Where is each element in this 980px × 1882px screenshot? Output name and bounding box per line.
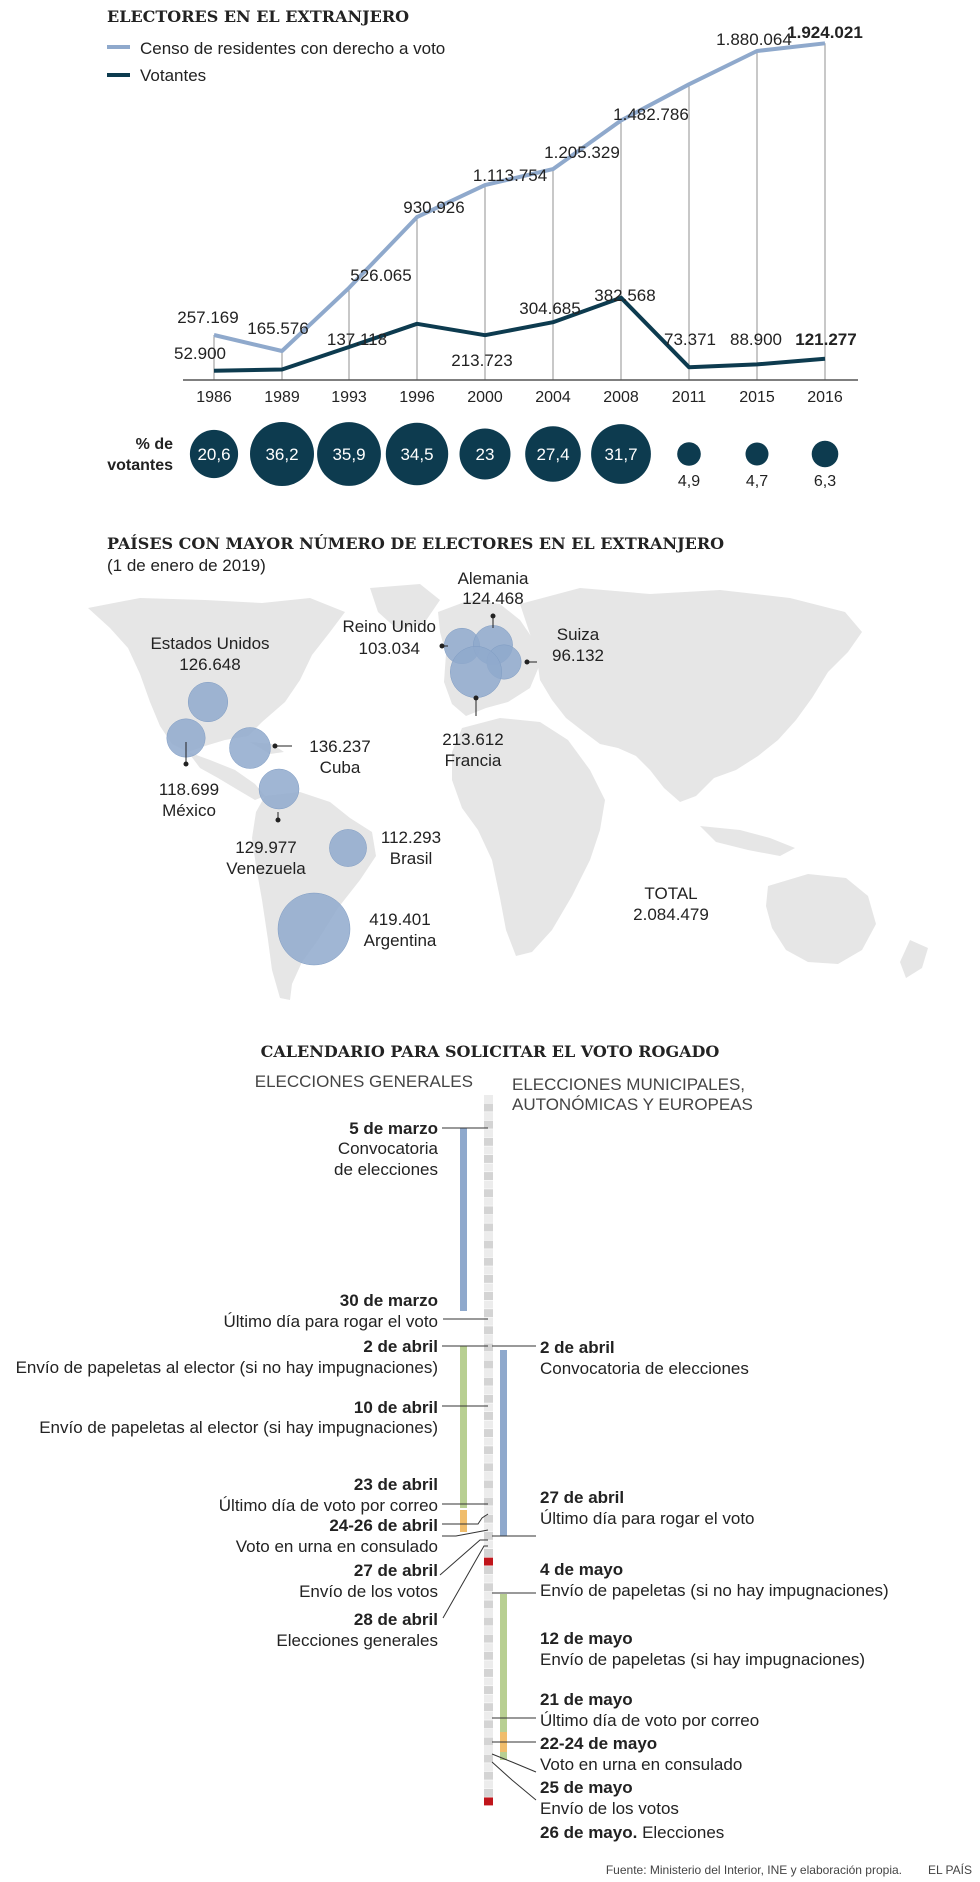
map-country-value: 96.132 — [552, 646, 604, 665]
calendar-day-cell — [484, 1112, 493, 1120]
calendar-day-cell — [484, 1463, 493, 1471]
calendar-day-cell — [484, 1121, 493, 1129]
turnout-value-label: 4,7 — [745, 473, 769, 490]
legend-label-censo: Censo de residentes con derecho a voto — [140, 39, 446, 58]
line-chart-title: ELECTORES EN EL EXTRANJERO — [107, 7, 410, 26]
turnout-value-label: 36,2 — [265, 445, 299, 464]
calendar-day-cell — [484, 1412, 493, 1420]
map-country-value: Argentina — [363, 931, 437, 950]
bar-left-consulate-vote — [460, 1510, 467, 1532]
bar-right-request-period — [500, 1350, 507, 1536]
calendar-day-cell — [484, 1609, 493, 1617]
turnout-value-label: 6,3 — [813, 473, 837, 490]
map-country-value: Francia — [444, 751, 502, 770]
year-tick-label: 2011 — [671, 389, 707, 406]
year-tick-label: 1993 — [331, 389, 367, 406]
calendar-day-cell — [484, 1378, 493, 1386]
calendar-day-cell — [484, 1326, 493, 1334]
left-event-date: 30 de marzo — [339, 1291, 438, 1310]
right-event-text: Voto en urna en consulado — [540, 1755, 743, 1774]
calendar-day-cell — [484, 1729, 493, 1737]
map-subtitle: (1 de enero de 2019) — [107, 556, 266, 575]
year-tick-label: 2000 — [467, 389, 503, 406]
line-chart — [107, 7, 863, 406]
year-tick-label: 2015 — [739, 389, 775, 406]
calendar-day-strip — [484, 1095, 493, 1805]
year-tick-label: 2008 — [603, 389, 639, 406]
calendar-day-cell — [484, 1343, 493, 1351]
turnout-value-label: 23 — [475, 445, 495, 464]
left-event-date: 27 de abril — [353, 1561, 438, 1580]
calendar-day-cell — [484, 1635, 493, 1643]
calendar-day-cell — [484, 1266, 493, 1274]
calendar-day-cell — [484, 1275, 493, 1283]
censo-value-label: 1.113.754 — [472, 166, 548, 185]
calendar-day-cell — [484, 1763, 493, 1771]
calendar-day-cell — [484, 1472, 493, 1480]
left-event-text: Último día de voto por correo — [218, 1496, 438, 1515]
bar-left-request-period — [460, 1128, 467, 1311]
right-event-text: Envío de papeletas (si hay impugnaciones) — [540, 1650, 866, 1669]
right-event-date: 25 de mayo — [540, 1778, 633, 1797]
calendar-day-cell — [484, 1737, 493, 1745]
calendar-section — [16, 1042, 889, 1842]
map-country-label: 213.612 — [442, 730, 504, 749]
map-country-value: Venezuela — [226, 859, 306, 878]
calendar-day-cell — [484, 1249, 493, 1257]
calendar-day-cell — [484, 1198, 493, 1206]
calendar-day-cell — [484, 1232, 493, 1240]
calendar-day-cell — [484, 1652, 493, 1660]
calendar-day-cell — [484, 1489, 493, 1497]
map-bubble — [230, 728, 271, 769]
left-event-text: Convocatoria — [337, 1139, 438, 1158]
left-event-date: 28 de abril — [353, 1610, 438, 1629]
calendar-day-cell — [484, 1283, 493, 1291]
right-event-text: Envío de papeletas (si no hay impugnaciones) — [540, 1581, 889, 1600]
north-america-shape — [88, 598, 345, 752]
votantes-value-label: 52.900 — [174, 344, 226, 363]
map-country-label: Suiza — [556, 625, 600, 644]
calendar-day-cell — [484, 1720, 493, 1728]
map-country-label: Alemania — [457, 569, 529, 588]
left-event-date: 10 de abril — [353, 1398, 438, 1417]
votantes-value-label: 121.277 — [795, 330, 857, 349]
calendar-right-header-2: AUTONÓMICAS Y EUROPEAS — [512, 1095, 753, 1114]
turnout-bubbles — [107, 422, 838, 490]
calendar-day-cell — [484, 1455, 493, 1463]
left-event-text: Envío de papeletas al elector (si hay impugnaciones) — [39, 1418, 438, 1437]
calendar-day-cell — [484, 1600, 493, 1608]
map-country-label: Reino Unido — [342, 617, 436, 636]
map-bubble — [188, 682, 228, 722]
map-bubble — [450, 646, 501, 697]
connector-26-mayo — [492, 1762, 536, 1800]
map-country-value: México — [162, 801, 216, 820]
australia-shape — [766, 874, 876, 964]
legend-label-votantes: Votantes — [140, 66, 207, 85]
turnout-value-label: 34,5 — [400, 445, 434, 464]
map-country-value: Brasil — [389, 849, 433, 868]
calendar-left-labels — [16, 1119, 439, 1650]
right-event-text: Último día para rogar el voto — [540, 1509, 755, 1528]
map-title: PAÍSES CON MAYOR NÚMERO DE ELECTORES EN EL EXTRANJERO — [107, 534, 725, 553]
calendar-day-cell — [484, 1215, 493, 1223]
calendar-day-cell — [484, 1206, 493, 1214]
turnout-bubble — [812, 441, 839, 468]
year-tick-label: 2004 — [535, 389, 571, 406]
calendar-day-cell — [484, 1403, 493, 1411]
calendar-day-cell — [484, 1789, 493, 1797]
connector-25-mayo — [492, 1754, 536, 1772]
right-event-date: 21 de mayo — [540, 1690, 633, 1709]
left-event-text: de elecciones — [334, 1160, 438, 1179]
calendar-day-cell — [484, 1626, 493, 1634]
world-map-section — [88, 533, 928, 1000]
bar-left-ballot-period — [460, 1346, 467, 1508]
line-value-labels — [174, 23, 863, 370]
map-country-value: 103.034 — [358, 639, 420, 658]
left-event-date: 23 de abril — [353, 1475, 438, 1494]
left-event-text: Voto en urna en consulado — [235, 1537, 438, 1556]
map-country-value: 126.648 — [179, 655, 241, 674]
map-total-value: 2.084.479 — [633, 905, 709, 924]
map-country-value: 124.468 — [462, 589, 524, 608]
calendar-day-cell — [484, 1532, 493, 1540]
calendar-day-cell — [484, 1146, 493, 1154]
calendar-day-cell — [484, 1181, 493, 1189]
map-country-label: 118.699 — [158, 780, 220, 799]
left-event-text: Último día para rogar el voto — [223, 1312, 438, 1331]
map-country-label: 419.401 — [369, 910, 431, 929]
calendar-day-cell — [484, 1138, 493, 1146]
censo-value-label: 1.924.021 — [787, 23, 863, 42]
calendar-day-cell — [484, 1335, 493, 1343]
map-country-label: 136.237 — [309, 737, 371, 756]
calendar-day-cell — [484, 1695, 493, 1703]
right-event-date: 4 de mayo — [540, 1560, 624, 1579]
right-event-final — [540, 1823, 724, 1842]
map-leader-dot — [273, 744, 278, 749]
calendar-day-cell — [484, 1395, 493, 1403]
calendar-day-cell — [484, 1301, 493, 1309]
calendar-day-cell — [484, 1669, 493, 1677]
calendar-day-cell — [484, 1506, 493, 1514]
map-leader-dot — [276, 818, 281, 823]
year-tick-label: 1986 — [196, 389, 232, 406]
map-leader-dot — [491, 614, 496, 619]
censo-value-label: 1.482.786 — [613, 105, 689, 124]
calendar-day-cell — [484, 1386, 493, 1394]
map-bubble — [329, 829, 366, 866]
map-country-label: 129.977 — [235, 838, 297, 857]
map-country-value: Cuba — [319, 758, 361, 777]
calendar-day-cell — [484, 1095, 493, 1103]
map-leader-dot — [184, 762, 189, 767]
right-event-date: 26 de mayo. — [540, 1823, 638, 1842]
turnout-bubble — [677, 442, 701, 466]
calendar-day-cell — [484, 1164, 493, 1172]
right-event-text: Envío de los votos — [540, 1799, 679, 1818]
calendar-day-cell — [484, 1566, 493, 1574]
turnout-value-label: 4,9 — [677, 473, 701, 490]
calendar-day-cell — [484, 1712, 493, 1720]
right-event-date: 27 de abril — [540, 1488, 625, 1507]
calendar-day-cell — [484, 1780, 493, 1788]
calendar-day-cell — [484, 1549, 493, 1557]
calendar-day-cell — [484, 1223, 493, 1231]
right-event-text: Convocatoria de elecciones — [540, 1359, 749, 1378]
calendar-day-cell — [484, 1540, 493, 1548]
calendar-day-cell — [484, 1480, 493, 1488]
calendar-day-cell — [484, 1155, 493, 1163]
calendar-title: CALENDARIO PARA SOLICITAR EL VOTO ROGADO — [260, 1042, 720, 1061]
calendar-day-cell — [484, 1660, 493, 1668]
calendar-day-cell — [484, 1592, 493, 1600]
left-event-text: Envío de los votos — [299, 1582, 438, 1601]
calendar-day-cell — [484, 1643, 493, 1651]
calendar-day-cell — [484, 1258, 493, 1266]
turnout-value-label: 20,6 — [197, 445, 231, 464]
calendar-day-cell — [484, 1746, 493, 1754]
map-leader-dot — [474, 696, 479, 701]
calendar-day-cell — [484, 1558, 493, 1566]
calendar-day-cell — [484, 1446, 493, 1454]
votantes-value-label: 304.685 — [519, 299, 581, 318]
map-bubble — [259, 769, 299, 809]
right-event-text: Último día de voto por correo — [540, 1711, 760, 1730]
new-zealand-shape — [900, 940, 928, 978]
calendar-day-cell — [484, 1421, 493, 1429]
footer-brand: EL PAÍS — [927, 1863, 972, 1877]
calendar-day-cell — [484, 1755, 493, 1763]
votantes-value-label: 73.371 — [664, 330, 716, 349]
right-event-date: 12 de mayo — [540, 1629, 633, 1648]
map-leader-dot — [440, 644, 445, 649]
turnout-bubble-marks — [190, 422, 838, 490]
indonesia-shape — [700, 826, 795, 856]
right-event-date: 2 de abril — [540, 1338, 615, 1357]
votantes-value-label: 382.568 — [594, 286, 656, 305]
right-event-date: 22-24 de mayo — [540, 1734, 658, 1753]
left-event-date: 5 de marzo — [349, 1119, 438, 1138]
turnout-value-label: 35,9 — [332, 445, 366, 464]
calendar-left-header: ELECCIONES GENERALES — [254, 1072, 473, 1091]
censo-value-label: 257.169 — [177, 308, 239, 327]
map-bubble — [278, 893, 350, 965]
turnout-label-line1: % de — [135, 436, 173, 453]
calendar-day-cell — [484, 1797, 493, 1805]
map-leader-dot — [525, 660, 530, 665]
censo-value-label: 1.205.329 — [544, 143, 620, 162]
year-tick-label: 1989 — [264, 389, 300, 406]
connector-28-abril — [443, 1546, 488, 1618]
turnout-value-label: 27,4 — [536, 445, 570, 464]
censo-value-label: 165.576 — [247, 319, 309, 338]
calendar-day-cell — [484, 1686, 493, 1694]
calendar-period-bars — [460, 1128, 507, 1760]
censo-value-label: 930.926 — [403, 198, 465, 217]
calendar-day-cell — [484, 1703, 493, 1711]
votantes-value-label: 137.118 — [326, 330, 388, 349]
calendar-day-cell — [484, 1678, 493, 1686]
votantes-value-label: 88.900 — [730, 330, 782, 349]
left-event-text: Envío de papeletas al elector (si no hay impugnaciones) — [15, 1358, 438, 1377]
year-tick-label: 1996 — [399, 389, 435, 406]
votantes-value-label: 213.723 — [451, 351, 513, 370]
calendar-day-cell — [484, 1369, 493, 1377]
left-event-date: 2 de abril — [363, 1337, 438, 1356]
turnout-value-label: 31,7 — [604, 445, 638, 464]
calendar-day-cell — [484, 1618, 493, 1626]
left-event-date: 24-26 de abril — [329, 1516, 438, 1535]
calendar-day-cell — [484, 1292, 493, 1300]
calendar-right-header-1: ELECCIONES MUNICIPALES, — [512, 1075, 746, 1094]
map-country-label: Estados Unidos — [150, 634, 270, 653]
right-event-text: Elecciones — [642, 1823, 725, 1842]
calendar-day-cell — [484, 1172, 493, 1180]
calendar-day-cell — [484, 1352, 493, 1360]
calendar-day-cell — [484, 1104, 493, 1112]
calendar-day-cell — [484, 1241, 493, 1249]
calendar-day-cell — [484, 1575, 493, 1583]
x-axis-tick-labels — [196, 389, 843, 406]
calendar-day-cell — [484, 1189, 493, 1197]
left-event-text: Elecciones generales — [276, 1631, 438, 1650]
footer-source: Fuente: Ministerio del Interior, INE y elaboración propia. — [605, 1863, 902, 1877]
censo-value-label: 1.880.064 — [716, 30, 792, 49]
turnout-bubble — [746, 443, 769, 466]
calendar-day-cell — [484, 1772, 493, 1780]
year-tick-label: 2016 — [807, 389, 843, 406]
calendar-right-labels — [540, 1338, 889, 1842]
map-country-label: 112.293 — [380, 828, 442, 847]
map-total-label: TOTAL — [644, 884, 698, 903]
connector-27-abril-left — [440, 1540, 488, 1575]
censo-value-label: 526.065 — [350, 266, 412, 285]
calendar-day-cell — [484, 1309, 493, 1317]
calendar-day-cell — [484, 1129, 493, 1137]
calendar-day-cell — [484, 1438, 493, 1446]
turnout-label-line2: votantes — [107, 457, 173, 474]
calendar-day-cell — [484, 1429, 493, 1437]
calendar-day-cell — [484, 1583, 493, 1591]
calendar-day-cell — [484, 1361, 493, 1369]
